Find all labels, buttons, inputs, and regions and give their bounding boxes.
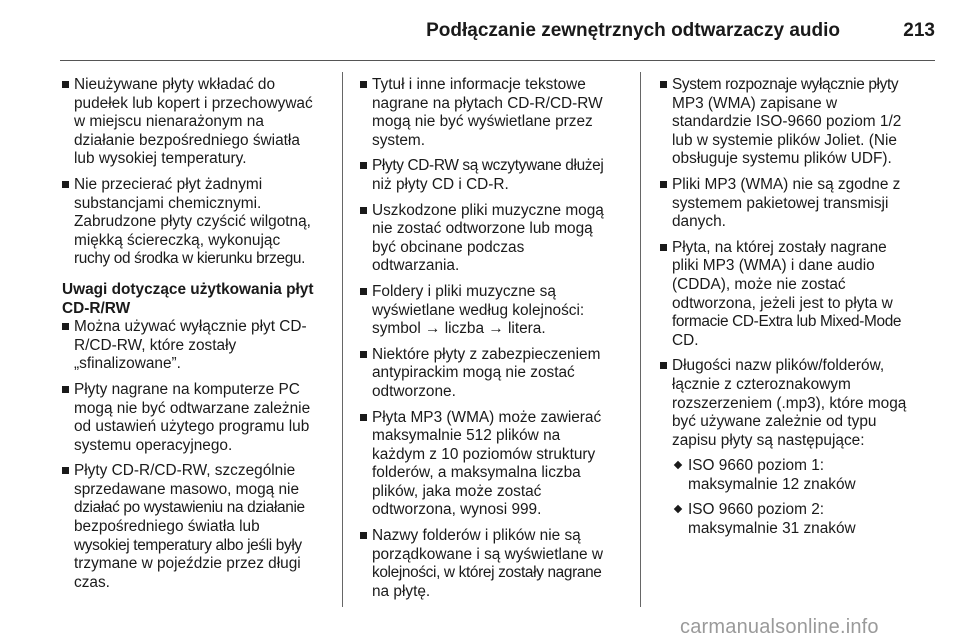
column-1	[62, 76, 330, 599]
text-line: systemem pakietowej transmisji	[672, 194, 889, 212]
text-line: Płyta, na której zostały nagrane	[672, 238, 887, 256]
square-bullet-icon	[660, 362, 667, 369]
text-line: pliki MP3 (WMA) i dane audio	[672, 257, 875, 275]
text-line: na płytę.	[372, 582, 431, 600]
text-line: łącznie z czteroznakowym	[672, 375, 851, 393]
text-line: Uszkodzone pliki muzyczne mogą	[372, 201, 604, 219]
list-item	[360, 346, 628, 402]
header-divider	[60, 60, 935, 61]
text-line: trzymane w pojeździe przez długi	[74, 555, 301, 573]
text-line: odtworzona, wynosi 999.	[372, 501, 542, 519]
text-line: sprzedawane masowo, mogą nie	[74, 480, 299, 498]
text-line: ISO 9660 poziom 1:	[688, 457, 825, 475]
text-line: być obcinane podczas	[372, 238, 525, 256]
text-line: w miejscu nienarażonym na	[74, 113, 264, 131]
text-line: bezpośredniego światła lub	[74, 518, 260, 536]
text-line: niż płyty CD i CD-R.	[372, 175, 509, 193]
watermark-text: carmanualsonline.info	[680, 616, 879, 638]
text-line: zapisu płyty są następujące:	[672, 431, 865, 449]
text-line: lub w systemie plików Joliet. (Nie	[672, 131, 897, 149]
text-line: Pliki MP3 (WMA) nie są zgodne z	[672, 175, 901, 193]
diamond-bullet-icon	[674, 461, 682, 469]
square-bullet-icon	[62, 181, 69, 188]
text-line: mogą nie być odtwarzane zależnie	[74, 399, 311, 417]
list-item	[62, 381, 330, 455]
square-bullet-icon	[360, 162, 367, 169]
text-line: Można używać wyłącznie płyt CD-	[74, 318, 307, 336]
text-line: kolejności, w której zostały nagrane	[372, 564, 602, 582]
square-bullet-icon	[62, 386, 69, 393]
text-line: systemu operacyjnego.	[74, 436, 233, 454]
text-line: rozszerzeniem (.mp3), które mogą	[672, 394, 907, 412]
page-number: 213	[903, 20, 935, 41]
text-line: maksymalnie 12 znaków	[688, 475, 856, 493]
column-divider-2	[640, 72, 641, 607]
column-2	[360, 76, 628, 608]
text-line: maksymalnie 512 plików na	[372, 427, 561, 445]
text-line: odtwarzania.	[372, 257, 460, 275]
text-line: R/CD-RW, które zostały	[74, 336, 237, 354]
list-item	[62, 462, 330, 592]
list-item	[62, 318, 330, 374]
page-header-title: Podłączanie zewnętrznych odtwarzaczy audio	[426, 20, 840, 41]
square-bullet-icon	[360, 532, 367, 539]
list-item	[660, 239, 935, 351]
text-line: Zabrudzone płyty czyścić wilgotną,	[74, 213, 311, 231]
square-bullet-icon	[360, 351, 367, 358]
text-line: odtworzona, jeżeli jest to płyta w	[672, 294, 893, 312]
list-item	[360, 76, 628, 150]
heading-line: Uwagi dotyczące użytkowania płyt	[62, 280, 314, 298]
text-line: folderów, a maksymalna liczba	[372, 464, 581, 482]
text-line: Nazwy folderów i plików nie są	[372, 527, 581, 545]
list-item	[360, 202, 628, 276]
square-bullet-icon	[360, 414, 367, 421]
text-line: każdym z 10 poziomów struktury	[372, 445, 596, 463]
text-line: symbol → liczba → litera.	[372, 320, 546, 338]
column-divider-1	[342, 72, 343, 607]
text-line: Płyty nagrane na komputerze PC	[74, 380, 300, 398]
square-bullet-icon	[660, 181, 667, 188]
text-line: Płyta MP3 (WMA) może zawierać	[372, 408, 602, 426]
text-line: Płyty CD-R/CD-RW, szczególnie	[74, 462, 296, 480]
square-bullet-icon	[360, 288, 367, 295]
heading-line: CD-R/RW	[62, 299, 131, 317]
list-item	[660, 357, 935, 450]
text-line: czas.	[74, 573, 110, 591]
square-bullet-icon	[660, 244, 667, 251]
text-line: obsługuje systemu plików UDF).	[672, 150, 892, 168]
list-item	[360, 157, 628, 194]
square-bullet-icon	[360, 81, 367, 88]
text-line: działanie bezpośredniego światła	[74, 131, 300, 149]
text-line: danych.	[672, 213, 726, 231]
text-line: Płyty CD-RW są wczytywane dłużej	[372, 157, 604, 175]
section-heading	[62, 281, 330, 318]
text-line: System rozpoznaje wyłącznie płyty	[672, 76, 899, 93]
list-item	[360, 283, 628, 339]
text-line: CD.	[672, 331, 699, 349]
text-line: wysokiej temperatury albo jeśli były	[74, 536, 302, 554]
list-item	[660, 176, 935, 232]
text-line: plików, jaka może zostać	[372, 482, 542, 500]
square-bullet-icon	[62, 323, 69, 330]
text-line: wyświetlane według kolejności:	[372, 301, 585, 319]
sub-list-item	[660, 457, 935, 494]
text-line: mogą nie być wyświetlane przez	[372, 113, 593, 131]
text-line: pudełek lub kopert i przechowywać	[74, 94, 313, 112]
text-line: miękką ściereczką, wykonując	[74, 231, 281, 249]
text-line: działać po wystawieniu na działanie	[74, 499, 305, 517]
text-line: maksymalnie 31 znaków	[688, 520, 856, 538]
text-line: (CDDA), może nie zostać	[672, 275, 846, 293]
text-line: odtworzone.	[372, 382, 456, 400]
square-bullet-icon	[660, 81, 667, 88]
text-line: porządkowane i są wyświetlane w	[372, 545, 603, 563]
list-item	[62, 176, 330, 269]
text-line: Długości nazw plików/folderów,	[672, 357, 885, 375]
text-line: antypirackim mogą nie zostać	[372, 364, 575, 382]
text-line: formacie CD-Extra lub Mixed-Mode	[672, 313, 902, 331]
square-bullet-icon	[62, 467, 69, 474]
text-line: ruchy od środka w kierunku brzegu.	[74, 250, 306, 268]
text-line: Foldery i pliki muzyczne są	[372, 282, 556, 300]
text-line: „sfinalizowane”.	[74, 355, 181, 373]
square-bullet-icon	[62, 81, 69, 88]
text-line: Tytuł i inne informacje tekstowe	[372, 76, 586, 93]
square-bullet-icon	[360, 207, 367, 214]
text-line: nagrane na płytach CD-R/CD-RW	[372, 94, 603, 112]
text-line: ISO 9660 poziom 2:	[688, 501, 825, 519]
text-line: system.	[372, 131, 426, 149]
text-line: substancjami chemicznymi.	[74, 194, 262, 212]
list-item	[360, 527, 628, 601]
text-line: nie zostać odtworzone lub mogą	[372, 220, 593, 238]
text-line: MP3 (WMA) zapisane w	[672, 94, 838, 112]
text-line: Nie przecierać płyt żadnymi	[74, 175, 263, 193]
text-line: Nieużywane płyty wkładać do	[74, 76, 276, 93]
sub-list-item	[660, 501, 935, 538]
text-line: Niektóre płyty z zabezpieczeniem	[372, 345, 601, 363]
text-line: lub wysokiej temperatury.	[74, 150, 247, 168]
text-line: od ustawień użytego programu lub	[74, 418, 310, 436]
text-line: być używane zależnie od typu	[672, 413, 877, 431]
text-line: standardzie ISO-9660 poziom 1/2	[672, 113, 902, 131]
column-3	[660, 76, 935, 546]
list-item	[660, 76, 935, 169]
list-item	[62, 76, 330, 169]
diamond-bullet-icon	[674, 505, 682, 513]
list-item	[360, 409, 628, 521]
